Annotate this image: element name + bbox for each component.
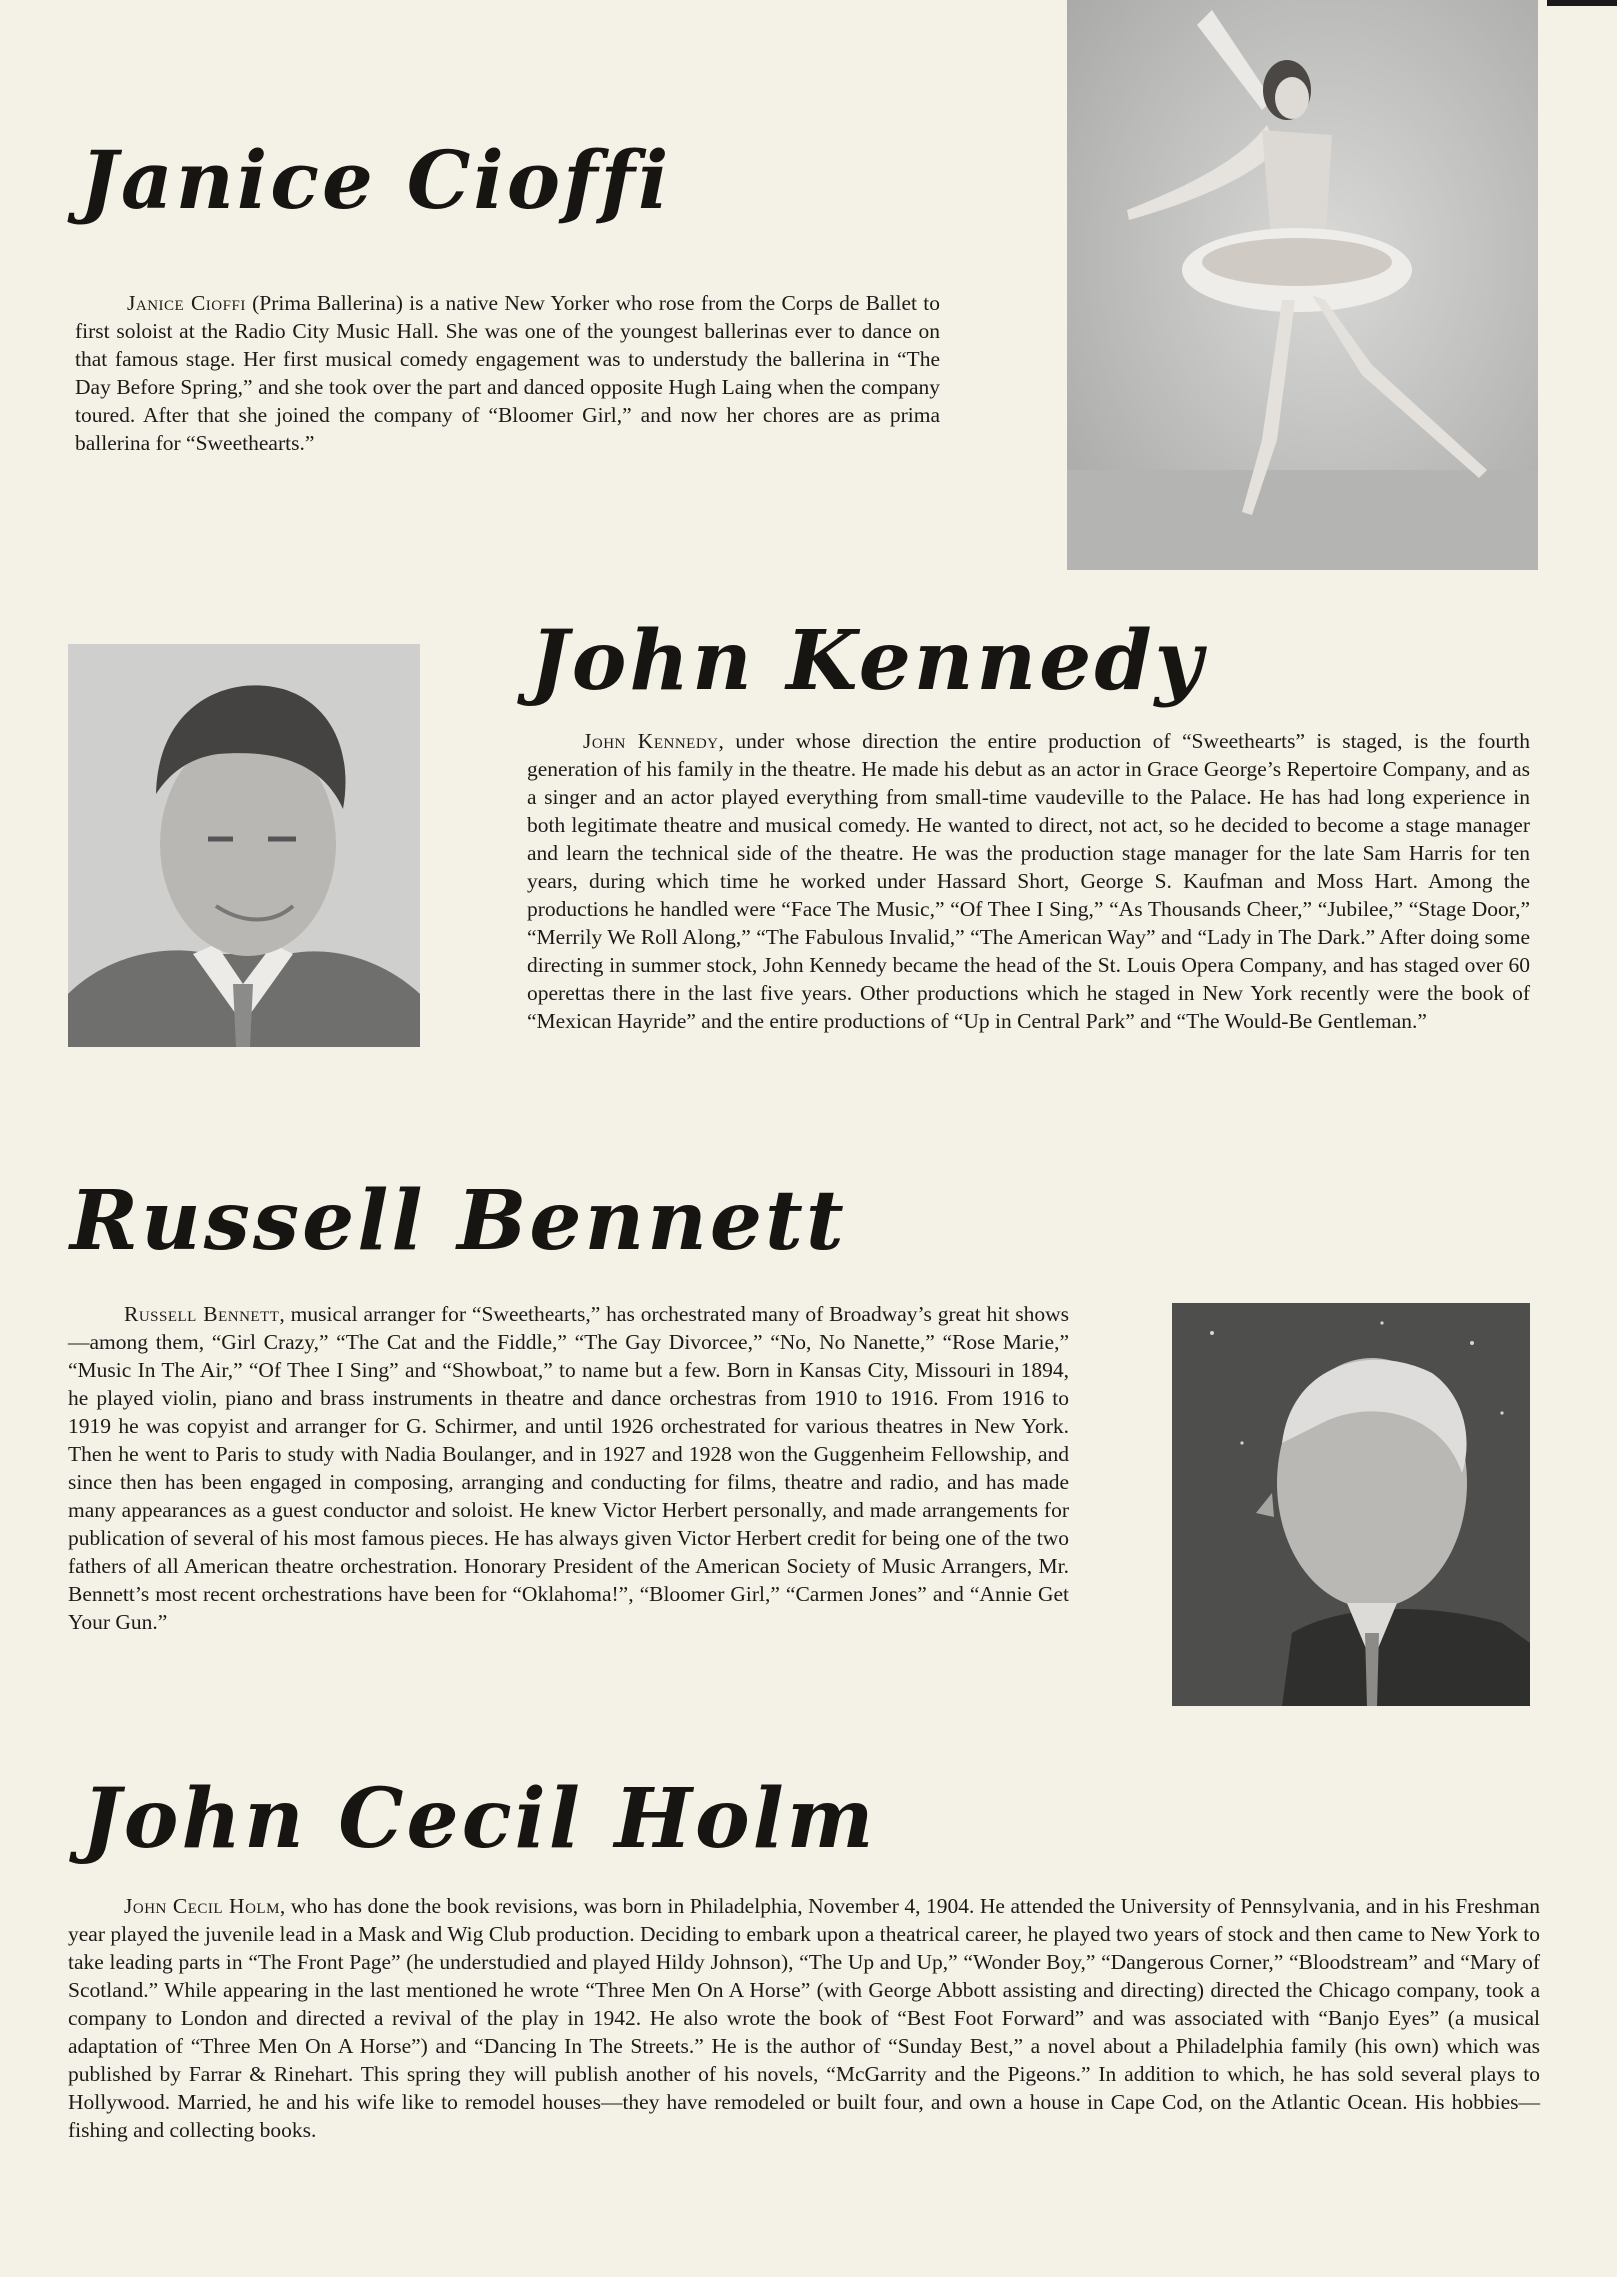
bio-text: , musical arranger for “Sweethearts,” has orchestrated many of Broadway’s great hit shows—among them, “Girl Crazy,” “The Cat and the Fiddle,” “The Gay Divorcee,” “No, No Nanette,” “Rose Marie,” “Music In The Air,” “Of Thee I Sing” and “Showboat,” to name but a few. Born in Kansas City, Missouri in 1894, he played violin, piano and brass instruments in theatre and dance orchestras from 1910 to 1916. From 1916 to 1919 he was copyist and arranger for G. Schirmer, and until 1926 orchestrated for various theatres in New York. Then he went to Paris to study with Nadia Boulanger, and in 1927 and 1928 won the Guggenheim Fellowship, and since then has been engaged in composing, arranging and conducting for films, theatre and radio, and has made many appearances as a guest conductor and soloist. He knew Victor Herbert personally, and made arrangements for publication of several of his most famous pieces. He has always given Victor Herbert credit for being one of the two fathers of all American theatre orchestration. Honorary President of the American Society of Music Arrangers, Mr. Bennett’s most recent orchestrations have been for “Oklahoma!”, “Bloomer Girl,” “Carmen Jones” and “Annie Get Your Gun.” — [68, 1302, 1069, 1634]
photo-janice-cioffi — [1067, 0, 1538, 570]
page-edge-mark — [1547, 0, 1617, 6]
heading-john-kennedy: John Kennedy — [530, 613, 1206, 709]
bio-lead-name: John Kennedy — [583, 729, 719, 753]
photo-russell-bennett — [1172, 1303, 1530, 1706]
bio-janice-cioffi — [75, 289, 940, 457]
bio-john-cecil-holm — [68, 1892, 1540, 2144]
bio-lead-name: Russell Bennett — [124, 1302, 280, 1326]
bio-text: , who has done the book revisions, was born in Philadelphia, November 4, 1904. He attended the University of Pennsylvania, and in his Freshman year played the juvenile lead in a Mask and Wig Club production. Deciding to embark upon a theatrical career, he played two years of stock and then came to New York to take leading parts in “The Front Page” (he understudied and played Hildy Johnson), “The Up and Up,” “Wonder Boy,” “Dangerous Corner,” “Bloodstream” and “Mary of Scotland.” While appearing in the last mentioned he wrote “Three Men On A Horse” (with George Abbott assisting and directing) directed the Chicago company, took a company to London and directed a revival of the play in 1942. He also wrote the book of “Best Foot Forward” and was associated with “Banjo Eyes” (a musical adaptation of “Three Men On A Horse”) and “Dancing In The Streets.” He is the author of “Sunday Best,” a novel about a Philadelphia family (his own) which was published by Farrar & Rinehart. This spring they will publish another of his novels, “McGarrity and the Pigeons.” In addition to which, he has sold several plays to Hollywood. Married, he and his wife like to remodel houses—they have remodeled or built four, and own a house in Cape Cod, on the Atlantic Ocean. His hobbies—fishing and collecting books. — [68, 1894, 1541, 2142]
bio-russell-bennett — [68, 1300, 1069, 1636]
bio-john-kennedy — [527, 727, 1530, 1035]
bio-text: (Prima Ballerina) is a native New Yorker who rose from the Corps de Ballet to first soloist at the Radio City Music Hall. She was one of the youngest ballerinas ever to dance on that famous stage. Her first musical comedy engagement was to understudy the ballerina in “The Day Before Spring,” and she took over the part and danced opposite Hugh Laing when the company toured. After that she joined the company of “Bloomer Girl,” and now her chores are as prima ballerina for “Sweethearts.” — [75, 291, 941, 455]
heading-russell-bennett: Russell Bennett — [70, 1173, 847, 1269]
bio-text: , under whose direction the entire production of “Sweethearts” is staged, is the fourth generation of his family in the theatre. He made his debut as an actor in Grace George’s Repertoire Company, and as a singer and an actor played everything from small-time vaudeville to the Palace. He has had long experience in both legitimate theatre and musical comedy. He wanted to direct, not act, so he decided to become a stage manager and learn the technical side of the theatre. He was the production stage manager for the late Sam Harris for ten years, during which time he worked under Hassard Short, George S. Kaufman and Moss Hart. Among the productions he handled were “Face The Music,” “Of Thee I Sing,” “As Thousands Cheer,” “Jubilee,” “Stage Door,” “Merrily We Roll Along,” “The Fabulous Invalid,” “The American Way” and “Lady in The Dark.” After doing some directing in summer stock, John Kennedy became the head of the St. Louis Opera Company, and has staged over 60 operettas there in the last five years. Other productions which he staged in New York recently were the book of “Mexican Hayride” and the entire productions of “Up in Central Park” and “The Would-Be Gentleman.” — [527, 729, 1531, 1033]
photo-john-kennedy — [68, 644, 420, 1047]
bio-lead-name: John Cecil Holm — [124, 1894, 280, 1918]
heading-janice-cioffi: Janice Cioffi — [80, 133, 672, 227]
bio-lead-name: Janice Cioffi — [127, 291, 246, 315]
heading-john-cecil-holm: John Cecil Holm — [82, 1771, 877, 1867]
